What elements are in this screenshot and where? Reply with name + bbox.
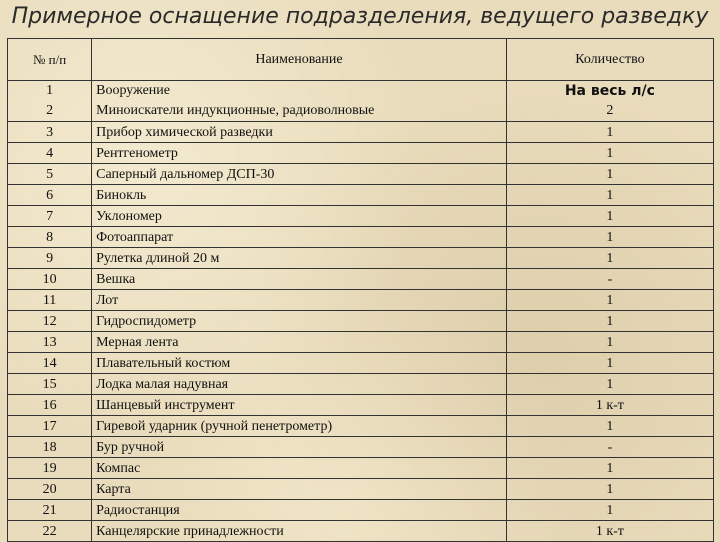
table-row: [8, 500, 714, 521]
cell-name: Вешка: [92, 269, 507, 290]
cell-name: Карта: [92, 479, 507, 500]
cell-num: 5: [8, 164, 92, 185]
row-name: Миноискатели индукционные, радиоволновые: [96, 103, 375, 118]
cell-num: 11: [8, 290, 92, 311]
cell-name: Гидроспидометр: [92, 311, 507, 332]
cell-name: Бинокль: [92, 185, 507, 206]
cell-num: 14: [8, 353, 92, 374]
cell-qty: 1: [506, 500, 713, 521]
table-row: [8, 185, 714, 206]
cell-num: 9: [8, 248, 92, 269]
cell-name: Мерная лента: [92, 332, 507, 353]
cell-qty: 1: [506, 164, 713, 185]
cell-name: Гиревой ударник (ручной пенетрометр): [92, 416, 507, 437]
cell-num: 13: [8, 332, 92, 353]
cell-name: Прибор химической разведки: [92, 122, 507, 143]
header-num: № п/п: [8, 39, 92, 81]
cell-name: Шанцевый инструмент: [92, 395, 507, 416]
row-qty: 2: [606, 103, 614, 118]
table-row: [8, 206, 714, 227]
cell-qty: 1: [506, 290, 713, 311]
cell-name: Фотоаппарат: [92, 227, 507, 248]
cell-num: [8, 81, 92, 122]
table-row: [8, 479, 714, 500]
cell-num: 18: [8, 437, 92, 458]
cell-num: 17: [8, 416, 92, 437]
table-row: [8, 290, 714, 311]
table-row: [8, 164, 714, 185]
cell-num: 19: [8, 458, 92, 479]
cell-num: 12: [8, 311, 92, 332]
equipment-table: [7, 38, 714, 542]
table-row: [8, 416, 714, 437]
cell-qty: 1 к-т: [506, 395, 713, 416]
table-row: [8, 353, 714, 374]
cell-qty: 1: [506, 248, 713, 269]
cell-num: 20: [8, 479, 92, 500]
cell-num: 3: [8, 122, 92, 143]
cell-name: Лодка малая надувная: [92, 374, 507, 395]
cell-name: Рулетка длиной 20 м: [92, 248, 507, 269]
cell-qty: 1: [506, 374, 713, 395]
cell-name: Компас: [92, 458, 507, 479]
cell-qty: 1: [506, 185, 713, 206]
cell-name: Бур ручной: [92, 437, 507, 458]
row-name: Вооружение: [96, 83, 170, 98]
cell-num: 22: [8, 521, 92, 542]
cell-num: 7: [8, 206, 92, 227]
cell-name: Уклономер: [92, 206, 507, 227]
table-row: [8, 311, 714, 332]
cell-qty: 1: [506, 353, 713, 374]
table-row: [8, 122, 714, 143]
table-row-first: [8, 81, 714, 122]
table-row: [8, 521, 714, 542]
cell-qty: -: [506, 437, 713, 458]
table-row: [8, 458, 714, 479]
cell-num: 16: [8, 395, 92, 416]
page-title: Примерное оснащение подразделения, ведущего разведку: [11, 4, 709, 29]
cell-name: [92, 81, 507, 122]
cell-name: Плавательный костюм: [92, 353, 507, 374]
cell-name: Лот: [92, 290, 507, 311]
cell-qty: 1: [506, 479, 713, 500]
table-row: [8, 143, 714, 164]
cell-qty: 1: [506, 227, 713, 248]
row-num: 1: [46, 83, 54, 98]
header-name: Наименование: [92, 39, 507, 81]
cell-name: Рентгенометр: [92, 143, 507, 164]
cell-qty: 1 к-т: [506, 521, 713, 542]
cell-qty: 1: [506, 311, 713, 332]
cell-qty: 1: [506, 332, 713, 353]
row-qty-all: На весь л/с: [564, 83, 655, 99]
cell-num: 8: [8, 227, 92, 248]
table-row: [8, 332, 714, 353]
table-row: [8, 374, 714, 395]
cell-num: 10: [8, 269, 92, 290]
cell-qty: 1: [506, 206, 713, 227]
table-row: [8, 227, 714, 248]
table-row: [8, 269, 714, 290]
cell-name: Радиостанция: [92, 500, 507, 521]
table-row: [8, 437, 714, 458]
cell-qty: -: [506, 269, 713, 290]
cell-num: 6: [8, 185, 92, 206]
cell-qty: 1: [506, 143, 713, 164]
cell-name: Канцелярские принадлежности: [92, 521, 507, 542]
row-num: 2: [46, 103, 54, 118]
cell-name: Саперный дальномер ДСП-30: [92, 164, 507, 185]
table-header-row: [8, 39, 714, 81]
header-qty: Количество: [506, 39, 713, 81]
cell-qty: 1: [506, 458, 713, 479]
cell-qty: [506, 81, 713, 122]
cell-num: 4: [8, 143, 92, 164]
table-row: [8, 248, 714, 269]
cell-qty: 1: [506, 416, 713, 437]
cell-num: 15: [8, 374, 92, 395]
cell-num: 21: [8, 500, 92, 521]
table-row: [8, 395, 714, 416]
cell-qty: 1: [506, 122, 713, 143]
